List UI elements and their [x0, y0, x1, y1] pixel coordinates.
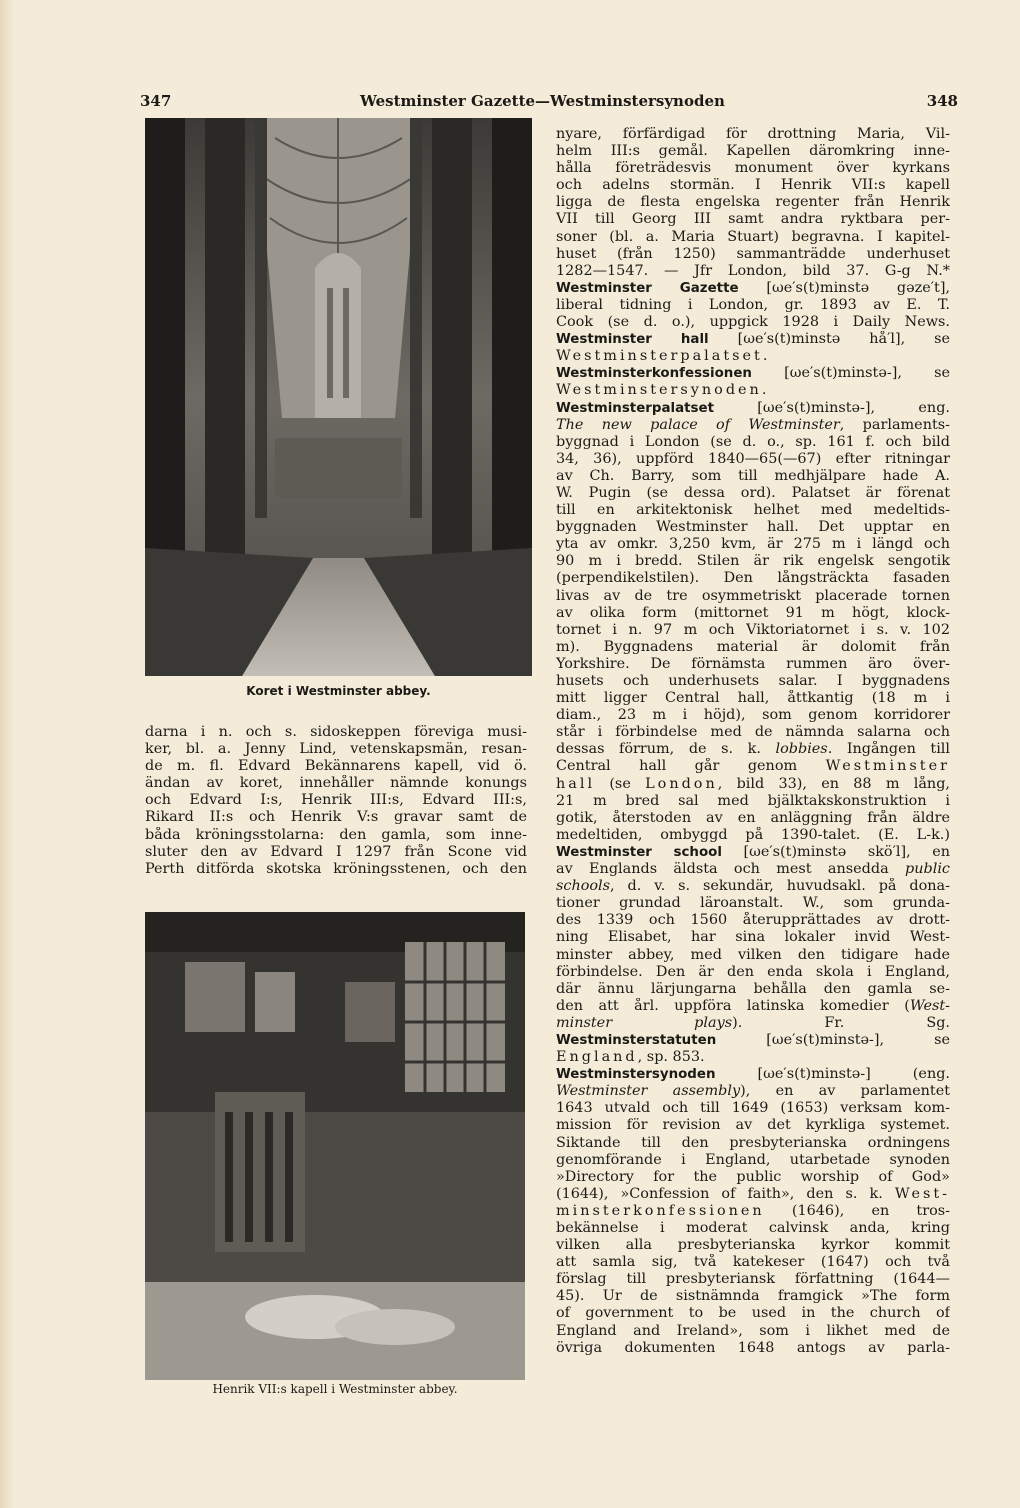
text-run: yta av omkr. 3,250 kvm, är 275 m i längd och	[556, 536, 950, 553]
text-line	[556, 1100, 950, 1117]
chapel-photo	[145, 912, 525, 1380]
text-line	[556, 690, 950, 707]
text-run: [ωe′s(t)minstə-], eng.	[713, 399, 950, 416]
text-run: diam., 23 m i höjd), som genom korridorer	[556, 707, 950, 724]
text-run: minster abbey, med vilken den tidigare hade	[556, 946, 950, 963]
text-run: (perpendikelstilen). Den långsträckta fasaden	[556, 570, 950, 587]
text-line	[556, 998, 950, 1015]
text-line: darna i n. och s. sidoskeppen föreviga musi-	[145, 724, 527, 740]
entry-headword: Westminsterpalatset	[556, 400, 714, 416]
text-line	[556, 382, 950, 399]
text-run: (1644), »Confession of faith», den s. k.	[556, 1185, 895, 1202]
text-line	[556, 468, 950, 485]
text-run: ning Elisabet, har sina lokaler invid West-	[556, 929, 950, 946]
cross-reference: Westminsterpalatset.	[556, 348, 771, 365]
running-header	[140, 92, 958, 118]
figure-caption: Henrik VII:s kapell i Westminster abbey.	[212, 1382, 458, 1396]
cross-reference: London	[645, 775, 718, 792]
text-line	[556, 553, 950, 570]
text-run: W. Pugin (se dessa ord). Palatset är förenat	[556, 484, 950, 501]
text-run: Central hall går genom	[556, 758, 826, 775]
text-run: förbindelse. Den är den enda skola i England,	[556, 963, 950, 980]
text-run: liberal tidning i London, gr. 1893 av E. T.	[556, 296, 950, 313]
text-run: tioner grundad läroanstalt. W., som grunda-	[556, 895, 950, 912]
right-column	[556, 126, 950, 1357]
text-run: ligga de flesta engelska regenter från Henrik	[556, 194, 950, 211]
text-line	[556, 1340, 950, 1357]
text-line: ker, bl. a. Jenny Lind, vetenskapsmän, resan-	[145, 741, 527, 758]
text-line	[556, 1203, 950, 1220]
text-run: står i förbindelse med de nämnda salarna och	[556, 724, 950, 741]
text-run: helm III:s gemål. Kapellen däromkring inne-	[556, 143, 950, 160]
cross-reference: Westminstersynoden.	[556, 382, 770, 399]
text-line	[556, 758, 950, 775]
italic-term: Westminster assembly	[556, 1083, 741, 1100]
text-line	[556, 588, 950, 605]
cross-reference: minsterkonfessionen	[556, 1202, 765, 1219]
text-run: livas av de tre osymmetriskt placerade tornen	[556, 587, 950, 604]
text-run: bekännelse i moderat calvinsk anda, kring	[556, 1220, 950, 1236]
text-line	[556, 964, 950, 981]
text-line	[556, 1323, 950, 1340]
text-run: mitt ligger Central hall, åttkantig (18 m i	[556, 690, 950, 707]
text-line	[556, 707, 950, 724]
text-run: hålla företrädesvis monument över kyrkans	[556, 160, 950, 177]
text-run: medeltiden, ombyggd på 1390-talet. (E. L-k.)	[556, 826, 950, 843]
text-line	[556, 827, 950, 844]
cross-reference: England	[556, 1049, 638, 1066]
text-line	[556, 263, 950, 280]
text-run: (1646), en tros-	[764, 1202, 950, 1219]
text-run: [ωe′s(t)minstə hå′l], se	[708, 331, 950, 348]
text-line	[556, 519, 950, 536]
text-line	[556, 417, 950, 434]
text-line	[556, 673, 950, 690]
text-run: 1643 utvald och till 1649 (1653) verksam kom-	[556, 1100, 950, 1117]
text-line	[556, 297, 950, 314]
entry-headword: Westminster Gazette	[556, 280, 739, 296]
text-run: övriga dokumenten 1648 antogs av parla-	[556, 1339, 950, 1356]
page-number-left: 347	[140, 92, 172, 110]
text-line	[556, 348, 950, 365]
text-line: båda kröningsstolarna: den gamla, som inne-	[145, 826, 527, 843]
text-line: sluter den av Edvard I 1297 från Scone vid	[145, 843, 527, 860]
text-line	[556, 143, 950, 160]
text-run: [ωe′s(t)minstə gəze′t],	[738, 279, 950, 296]
text-run: England and Ireland», som i likhet med de	[556, 1322, 950, 1339]
entry-headword: Westminstersynoden	[556, 1067, 716, 1083]
text-line	[556, 194, 950, 211]
text-line	[556, 570, 950, 587]
text-line	[556, 1015, 950, 1032]
text-run: byggnaden Westminster hall. Det upptar en	[556, 519, 950, 536]
text-run: till en arkitektonisk helhet med medeltids-	[556, 502, 950, 519]
text-line	[556, 895, 950, 912]
text-run: vilken alla presbyterianska kyrkor kommit	[556, 1237, 950, 1254]
text-line	[556, 1049, 950, 1066]
italic-term: lobbies	[775, 741, 828, 758]
text-line	[556, 1288, 950, 1305]
text-run: . Ingången till	[827, 741, 950, 758]
text-run: , sp. 853.	[637, 1049, 705, 1066]
italic-term: minster plays	[556, 1014, 733, 1031]
text-run: byggnad i London (se d. o., sp. 161 f. och bild	[556, 433, 950, 450]
text-run: [ωe′s(t)minstə skö′l], en	[721, 843, 950, 860]
text-line	[556, 160, 950, 177]
text-line	[556, 793, 950, 810]
text-line	[556, 878, 950, 895]
text-run: [ωe′s(t)minstə-], se	[751, 365, 950, 382]
text-line: ändan av koret, innehåller nämnde konungs	[145, 775, 527, 792]
italic-term: schools	[556, 878, 611, 895]
text-run: m). Byggnadens material är dolomit från	[556, 638, 950, 655]
text-run: , parlaments-	[839, 416, 950, 433]
text-line: Perth ditförda skotska kröningsstenen, och den	[145, 860, 527, 877]
text-run: [ωe′s(t)minstə-] (eng.	[715, 1066, 950, 1083]
text-line	[556, 485, 950, 502]
text-line: Rikard II:s och Henrik V:s gravar samt de	[145, 809, 527, 826]
text-run: och adelns stormän. I Henrik VII:s kapell	[556, 177, 950, 194]
text-line	[556, 1254, 950, 1271]
text-run: tornet i n. 97 m och Viktoriatornet i s. v. 102	[556, 621, 950, 638]
entry-line	[556, 1032, 950, 1049]
text-line	[556, 724, 950, 741]
cross-reference: Westminster	[825, 758, 950, 775]
text-line	[556, 929, 950, 946]
text-line	[556, 536, 950, 553]
text-line	[556, 451, 950, 468]
text-run: soner (bl. a. Maria Stuart) begravna. I kapitel-	[556, 228, 950, 245]
text-line	[556, 211, 950, 228]
italic-term: The new palace of Westminster	[556, 416, 840, 433]
text-line	[556, 177, 950, 194]
text-line	[556, 1237, 950, 1254]
text-line	[556, 246, 950, 263]
text-line	[556, 502, 950, 519]
text-line	[556, 1083, 950, 1100]
text-run: 1282—1547. — Jfr London, bild 37. G-g N.*	[556, 262, 950, 279]
entry-line	[556, 1066, 950, 1083]
text-run: gotik, återstoden av en anläggning från äldre	[556, 809, 950, 826]
text-run: , d. v. s. sekundär, huvudsakl. på dona-	[610, 878, 950, 895]
text-line	[556, 776, 950, 793]
text-run: ), en av parlamentet	[740, 1083, 950, 1100]
page-number-right: 348	[926, 92, 958, 110]
header-title: Westminster Gazette—Westminstersynoden	[360, 92, 725, 110]
text-run: mission för revision av det kyrkliga systemet.	[556, 1117, 950, 1134]
text-run: [ωe′s(t)minstə-], se	[716, 1031, 950, 1048]
text-run: 21 m bred sal med bjälktakskonstruktion i	[556, 792, 950, 809]
text-run: 90 m i bredd. Stilen är rik engelsk sengotik	[556, 553, 950, 570]
cross-reference: hall	[556, 775, 596, 792]
text-line	[556, 1135, 950, 1152]
page-edge	[0, 0, 14, 1508]
text-line	[556, 639, 950, 656]
text-line	[556, 1186, 950, 1203]
entry-line	[556, 280, 950, 297]
text-run: där ännu lärjungarna behålla den gamla se-	[556, 980, 950, 997]
entry-line	[556, 844, 950, 861]
entry-line	[556, 331, 950, 348]
text-line	[556, 741, 950, 758]
text-line: och Edvard I:s, Henrik III:s, Edvard III:s,	[145, 792, 527, 809]
text-run: förslag till presbyteriansk författning (1644—	[556, 1271, 950, 1288]
text-line	[556, 810, 950, 827]
figure-caption: Koret i Westminster abbey.	[246, 684, 431, 698]
text-line	[556, 605, 950, 622]
text-line	[556, 126, 950, 143]
text-line	[556, 1305, 950, 1322]
text-line	[556, 656, 950, 673]
text-run: husets och underhusets salar. I byggnadens	[556, 673, 950, 689]
text-line	[556, 1169, 950, 1186]
text-run: Siktande till den presbyterianska ordningens	[556, 1134, 950, 1151]
text-line	[556, 229, 950, 246]
entry-headword: Westminsterkonfessionen	[556, 366, 752, 382]
text-line	[556, 1117, 950, 1134]
text-run: of government to be used in the church of	[556, 1305, 950, 1322]
text-run: ).	[732, 1014, 743, 1031]
italic-term: West-	[909, 997, 950, 1014]
text-run: , bild 33), en 88 m lång,	[717, 775, 950, 792]
entry-headword: Westminsterstatuten	[556, 1032, 717, 1048]
italic-term: public	[905, 861, 950, 878]
text-run: den att årl. uppföra latinska komedier (	[556, 997, 910, 1014]
text-run: 45). Ur de sistnämnda framgick »The form	[556, 1288, 950, 1305]
entry-headword: Westminster hall	[556, 332, 709, 348]
text-run: av Ch. Barry, som till medhjälpare hade A.	[556, 467, 950, 484]
text-run: VII till Georg III samt andra ryktbara per-	[556, 211, 950, 228]
text-line	[556, 314, 950, 331]
text-run: des 1339 och 1560 återupprättades av drott-	[556, 912, 950, 929]
text-line	[556, 981, 950, 998]
choir-photo	[145, 118, 532, 676]
text-line	[556, 947, 950, 964]
entry-line	[556, 400, 950, 417]
text-run: Cook (se d. o.), uppgick 1928 i Daily News.	[556, 314, 950, 331]
author-signature: Fr. Sg.	[824, 1014, 950, 1031]
text-run: nyare, förfärdigad för drottning Maria, Vil-	[556, 126, 950, 142]
text-line: de m. fl. Edvard Bekännarens kapell, vid ö.	[145, 758, 527, 775]
text-run: dessas förrum, de s. k.	[556, 741, 776, 758]
text-line	[556, 1271, 950, 1288]
text-run: av olika form (mittornet 91 m högt, klock-	[556, 604, 950, 621]
entry-line	[556, 365, 950, 382]
text-line	[556, 1220, 950, 1237]
text-run: Yorkshire. De förnämsta rummen äro över-	[556, 655, 950, 672]
text-run: 34, 36), uppförd 1840—65(—67) efter ritningar	[556, 450, 950, 467]
text-run: huset (från 1250) sammanträdde underhuset	[556, 245, 950, 262]
left-column	[145, 724, 527, 878]
text-line	[556, 861, 950, 878]
text-line	[556, 434, 950, 451]
text-run: »Directory for the public worship of God»	[556, 1168, 950, 1185]
text-run: genomförande i England, utarbetade synoden	[556, 1151, 950, 1168]
text-line	[556, 1152, 950, 1169]
cross-reference: West-	[894, 1185, 950, 1202]
text-run: (se	[595, 775, 646, 792]
entry-headword: Westminster school	[556, 844, 722, 860]
text-line	[556, 622, 950, 639]
text-run: att samla sig, två katekeser (1647) och två	[556, 1254, 950, 1271]
text-run: av Englands äldsta och mest ansedda	[556, 861, 906, 878]
text-line	[556, 912, 950, 929]
